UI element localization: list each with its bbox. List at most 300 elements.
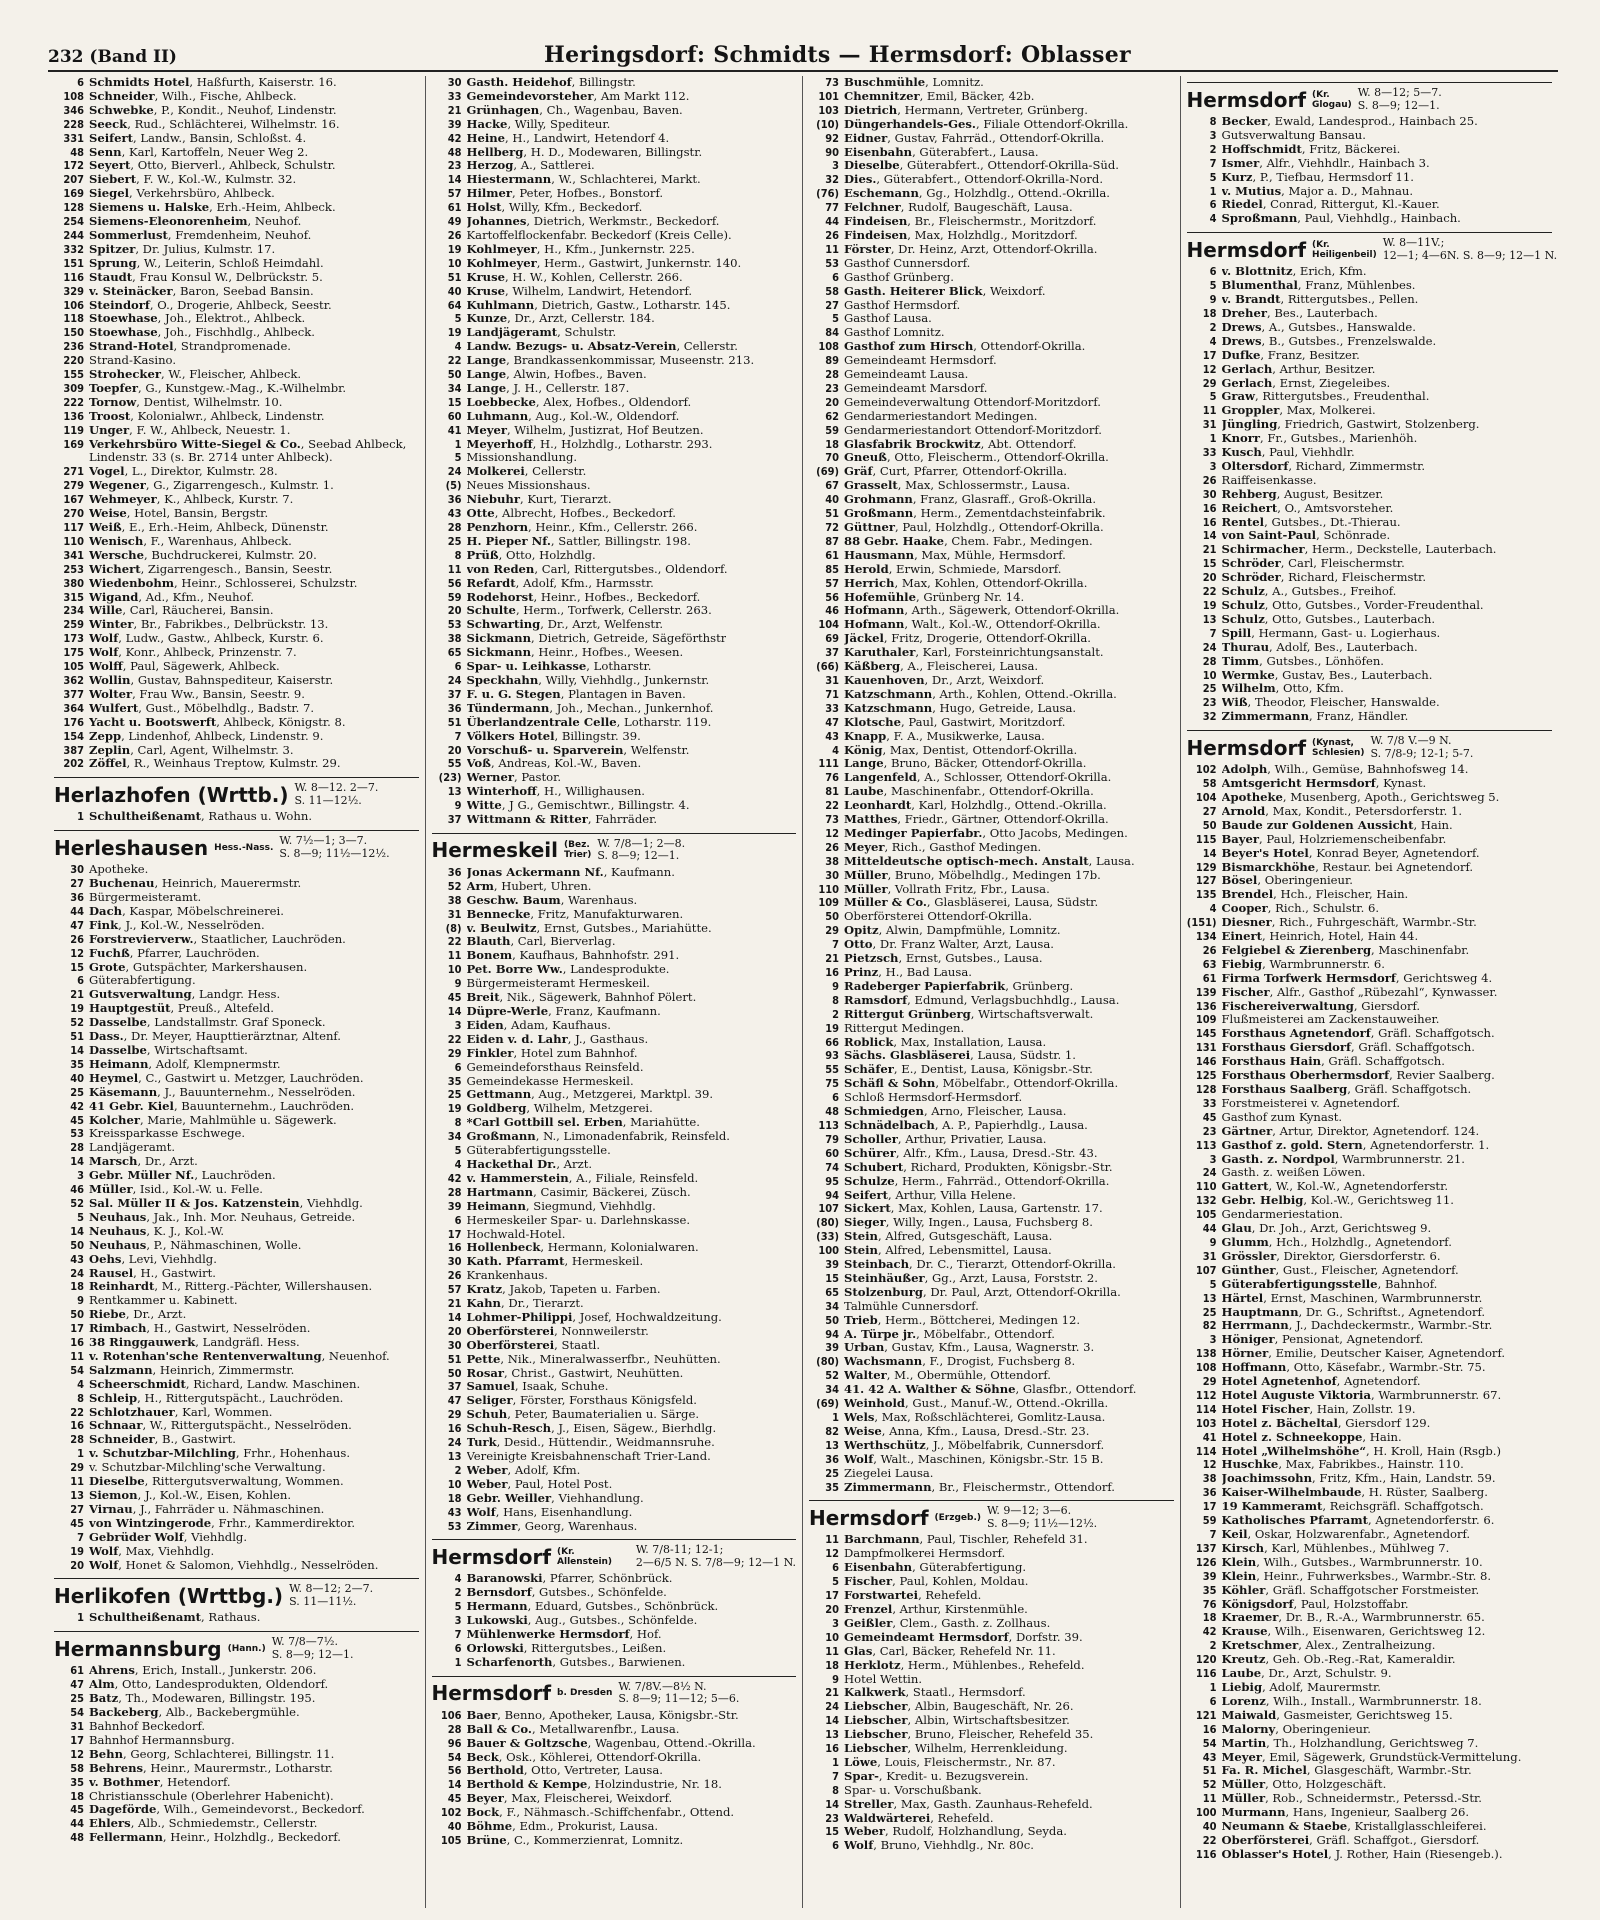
directory-entry <box>54 1239 419 1253</box>
phone-number: 15 <box>70 960 84 974</box>
directory-entry <box>809 1077 1174 1091</box>
phone-number: 21 <box>1202 543 1217 557</box>
subscriber-text: Buchenau, Heinrich, Mauerermstr. <box>89 877 302 891</box>
subscriber-text: Wolf, Max, Viehhdlg. <box>89 1544 215 1558</box>
directory-entry <box>432 908 797 922</box>
subscriber-text: Lange, Brandkassenkommissar, Museenstr. 213. <box>466 354 755 368</box>
subscriber-text: Herrmann, J., Dachdeckermstr., Warmbr.-Str. <box>1221 1319 1493 1333</box>
directory-entry <box>432 591 797 605</box>
directory-entry <box>54 299 419 313</box>
subscriber-text: Langenfeld, A., Schlosser, Ottendorf-Okrilla. <box>844 771 1112 785</box>
subscriber-text: Hauptmann, Dr. G., Schriftst., Agnetendorf. <box>1221 1305 1486 1319</box>
subscriber-text: Spitzer, Dr. Julius, Kulmstr. 17. <box>89 242 276 256</box>
subscriber-text: Kalkwerk, Staatl., Hermsdorf. <box>844 1686 1026 1700</box>
directory-entry <box>809 1105 1174 1119</box>
phone-number: 150 <box>63 326 84 340</box>
subscriber-text: Hoffmann, Otto, Käsefabr., Warmbr.-Str. 75. <box>1221 1361 1486 1375</box>
phone-number: 53 <box>447 618 462 632</box>
subscriber-text: Müller, Rob., Schneidermstr., Peterssd.-Str. <box>1221 1792 1482 1806</box>
subscriber-text: Köhler, Gräfl. Schaffgotscher Forstmeister. <box>1221 1583 1480 1597</box>
directory-entry <box>54 1127 419 1141</box>
directory-entry <box>54 382 419 396</box>
subscriber-text: Dieselbe, Rittergutsverwaltung, Wommen. <box>89 1475 344 1489</box>
directory-entry <box>54 891 419 905</box>
subscriber-text: Winter, Br., Fabrikbes., Delbrückstr. 13. <box>89 618 329 632</box>
directory-entry <box>54 1817 419 1831</box>
subscriber-text: Cooper, Rich., Schulstr. 6. <box>1221 902 1380 916</box>
section-heading <box>1187 82 1553 112</box>
subscriber-text: Thurau, Adolf, Bes., Lauterbach. <box>1221 640 1418 654</box>
subscriber-text: Herzog, A., Sattlerei. <box>466 159 595 173</box>
subscriber-text: Felchner, Rudolf, Baugeschäft, Lausa. <box>844 201 1073 215</box>
directory-entry <box>809 1714 1174 1728</box>
phone-number: 47 <box>70 918 84 932</box>
subscriber-text: Neuhaus, K. J., Kol.-W. <box>89 1224 225 1238</box>
phone-number: 151 <box>63 256 84 270</box>
section-heading <box>432 1539 797 1569</box>
directory-entry <box>432 549 797 563</box>
phone-number: 50 <box>825 910 839 924</box>
phone-number: 3 <box>1209 1152 1217 1166</box>
directory-entry <box>54 1776 419 1790</box>
directory-entry <box>432 1075 797 1089</box>
directory-entry <box>809 1189 1174 1203</box>
section-office-hours: W. 7/8-11; 12-1; 2—6/5 N. S. 7/8—9; 12—1 N. <box>635 1543 796 1569</box>
directory-entry <box>432 1820 797 1834</box>
phone-number: 30 <box>447 1338 462 1352</box>
subscriber-text: Huschke, Max, Fabrikbes., Hainstr. 110. <box>1221 1458 1464 1472</box>
phone-number: 118 <box>63 312 84 326</box>
directory-entry <box>54 271 419 285</box>
phone-number: 2 <box>1209 1639 1217 1653</box>
subscriber-text: Dampfmolkerei Hermsdorf. <box>844 1547 1006 1561</box>
directory-entry <box>432 1102 797 1116</box>
section-place-name: Hermsdorf <box>431 1544 552 1569</box>
section-heading <box>54 830 419 860</box>
directory-entry <box>432 1005 797 1019</box>
subscriber-text: Roblick, Max, Installation, Lausa. <box>844 1035 1047 1049</box>
directory-entry <box>54 877 419 891</box>
subscriber-text: Schubert, Richard, Produkten, Königsbr.-Str. <box>844 1160 1113 1174</box>
directory-entry <box>1187 198 1553 212</box>
subscriber-text: Katzschmann, Hugo, Getreide, Lausa. <box>844 701 1077 715</box>
phone-number: 3 <box>454 1614 462 1628</box>
phone-number: (69) <box>816 465 839 479</box>
subscriber-text: Bernsdorf, Gutsbes., Schönfelde. <box>466 1586 667 1600</box>
subscriber-text: Eisenbahn, Güterabfertigung. <box>844 1561 1027 1575</box>
subscriber-text: Batz, Th., Modewaren, Billingstr. 195. <box>89 1692 316 1706</box>
phone-number: 15 <box>1202 557 1217 571</box>
subscriber-text: Talmühle Cunnersdorf. <box>844 1299 979 1313</box>
phone-number: 54 <box>70 1706 84 1720</box>
directory-entry <box>54 229 419 243</box>
directory-entry <box>809 813 1174 827</box>
phone-number: 120 <box>1195 1653 1217 1667</box>
phone-number: 7 <box>77 1530 84 1544</box>
subscriber-text: Käßberg, A., Fleischerei, Lausa. <box>844 660 1039 674</box>
subscriber-text: von Saint-Paul, Schönrade. <box>1221 529 1391 543</box>
directory-entry <box>1187 1041 1553 1055</box>
directory-entry <box>1187 791 1553 805</box>
subscriber-text: Hauptgestüt, Preuß., Altefeld. <box>89 1002 274 1016</box>
phone-number: 105 <box>440 1833 462 1847</box>
subscriber-text: Hiestermann, W., Schlachterei, Markt. <box>466 173 701 187</box>
phone-number: 74 <box>825 1160 839 1174</box>
subscriber-text: Hochwald-Hotel. <box>466 1227 566 1241</box>
phone-number: 5 <box>454 312 462 326</box>
directory-entry <box>54 1678 419 1692</box>
subscriber-text: Behn, Georg, Schlachterei, Billingstr. 11. <box>89 1747 335 1761</box>
directory-entry <box>1187 432 1553 446</box>
subscriber-text: Bock, F., Nähmasch.-Schiffchenfabr., Ottend. <box>466 1806 735 1820</box>
running-title: Heringsdorf: Schmidts — Hermsdorf: Oblasser <box>544 42 1131 68</box>
subscriber-text: Oehs, Levi, Viehhdlg. <box>89 1252 217 1266</box>
phone-number: 12 <box>70 946 84 960</box>
phone-number: 92 <box>825 131 839 145</box>
phone-number: 11 <box>447 949 462 963</box>
directory-entry <box>809 285 1174 299</box>
phone-number: 110 <box>818 882 839 896</box>
phone-number: 38 <box>825 854 839 868</box>
phone-number: 48 <box>825 1105 839 1119</box>
directory-entry <box>809 132 1174 146</box>
phone-number: 173 <box>63 632 84 646</box>
directory-entry <box>809 883 1174 897</box>
directory-entry <box>1187 1000 1553 1014</box>
subscriber-text: Dageförde, Wilh., Gemeindevorst., Beckedorf. <box>89 1803 365 1817</box>
directory-entry <box>54 535 419 549</box>
section-place-name: Hermeskeil <box>431 838 559 863</box>
phone-number: 139 <box>1195 985 1217 999</box>
phone-number: 1 <box>832 1755 839 1769</box>
subscriber-text: Yacht u. Bootswerft, Ahlbeck, Königstr. 8. <box>89 715 346 729</box>
phone-number: 220 <box>63 354 84 368</box>
phone-number: 31 <box>1202 418 1217 432</box>
directory-entry <box>432 1792 797 1806</box>
phone-number: 71 <box>825 687 839 701</box>
directory-entry <box>432 1200 797 1214</box>
subscriber-text: Mühlenwerke Hermsdorf, Hof. <box>466 1628 662 1642</box>
phone-number: 109 <box>1195 1013 1217 1027</box>
directory-entry-continuation: Lindenstr. 33 (s. Br. 2714 unter Ahlbeck). <box>89 451 333 465</box>
directory-entry <box>432 521 797 535</box>
directory-entry <box>809 410 1174 424</box>
subscriber-text: Reinhardt, M., Ritterg.-Pächter, Willershausen. <box>89 1280 373 1294</box>
subscriber-text: Forsthaus Oberhermsdorf, Revier Saalberg. <box>1221 1069 1495 1083</box>
phone-number: 17 <box>825 1589 839 1603</box>
directory-entry <box>54 1364 419 1378</box>
subscriber-text: Müller, Bruno, Möbelhdlg., Medingen 17b. <box>844 868 1101 882</box>
phone-number: 377 <box>63 687 84 701</box>
subscriber-text: Karuthaler, Karl, Forsteinrichtungsanstalt. <box>844 646 1104 660</box>
phone-number: 13 <box>825 1728 839 1742</box>
section-office-hours: W. 7/8V.—8½ N. S. 8—9; 11—12; 5—6. <box>618 1679 740 1706</box>
phone-number: 175 <box>63 646 84 660</box>
subscriber-text: Gasthof Lausa. <box>844 312 932 326</box>
phone-number: 5 <box>832 1575 839 1589</box>
phone-number: 28 <box>1202 654 1217 668</box>
phone-number: 57 <box>447 187 462 201</box>
subscriber-text: Wersche, Buchdruckerei, Kulmstr. 20. <box>89 548 317 562</box>
subscriber-text: v. Schutzbar-Milchling'sche Verwaltung. <box>89 1461 326 1475</box>
subscriber-text: Gendarmeriestandort Medingen. <box>844 409 1038 423</box>
subscriber-text: Becker, Ewald, Landesprod., Hainbach 25. <box>1221 115 1478 128</box>
subscriber-text: Kruse, Wilhelm, Landwirt, Hetendorf. <box>466 284 693 298</box>
directory-entry <box>1187 1097 1553 1111</box>
directory-entry <box>54 1030 419 1044</box>
subscriber-text: Matthes, Friedr., Gärtner, Ottendorf-Okrilla. <box>844 813 1109 827</box>
directory-entry <box>432 674 797 688</box>
subscriber-text: Rausel, H., Gastwirt. <box>89 1266 216 1280</box>
directory-entry <box>432 1047 797 1061</box>
phone-number: (76) <box>816 187 839 201</box>
directory-entry <box>432 702 797 716</box>
phone-number: 50 <box>70 1238 84 1252</box>
subscriber-text: Prinz, H., Bad Lausa. <box>844 966 972 979</box>
subscriber-text: Vereinigte Kreisbahnenschaft Trier-Land. <box>466 1450 711 1463</box>
phone-number: 90 <box>825 145 839 159</box>
phone-number: 126 <box>1195 1555 1217 1569</box>
subscriber-text: Geschw. Baum, Warenhaus. <box>466 893 638 907</box>
subscriber-text: Schirmacher, Herm., Deckstelle, Lauterbach. <box>1221 543 1497 557</box>
directory-entry <box>54 1308 419 1322</box>
subscriber-text: Einert, Heinrich, Hotel, Hain 44. <box>1221 930 1419 944</box>
directory-entry <box>1187 1751 1553 1765</box>
subscriber-text: Bürgermeisteramt. <box>89 891 202 905</box>
directory-entry <box>432 1353 797 1367</box>
phone-number: 37 <box>447 813 462 827</box>
phone-number: 102 <box>440 1806 462 1820</box>
subscriber-text: Fink, J., Kol.-W., Nesselröden. <box>89 918 265 932</box>
phone-number: 12 <box>825 1547 839 1561</box>
section-office-hours: W. 8—12; 5—7. S. 8—9; 12—1. <box>1357 86 1442 112</box>
directory-entry <box>432 646 797 660</box>
subscriber-text: Jüngling, Friedrich, Gastwirt, Stolzenberg. <box>1221 418 1480 432</box>
subscriber-text: Hermann, Eduard, Gutsbes., Schönbrück. <box>466 1600 719 1614</box>
directory-entry <box>1187 874 1553 888</box>
section-qualifier: (Erzgeb.) <box>934 1512 981 1523</box>
subscriber-text: Trieb, Herm., Böttcherei, Medingen 12. <box>844 1313 1081 1327</box>
subscriber-text: Gendarmeriestandort Ottendorf-Moritzdorf. <box>844 423 1102 437</box>
phone-number: 11 <box>70 1349 84 1363</box>
phone-number: 26 <box>70 932 84 946</box>
subscriber-text: Apotheke, Musenberg, Apoth., Gerichtsweg 5. <box>1221 790 1500 804</box>
directory-entry <box>54 1692 419 1706</box>
phone-number: 64 <box>447 298 462 312</box>
phone-number: 6 <box>1209 1694 1217 1708</box>
subscriber-text: Ramsdorf, Edmund, Verlagsbuchhdlg., Lausa. <box>844 993 1120 1007</box>
phone-number: 57 <box>447 1283 462 1297</box>
directory-entry <box>432 1806 797 1820</box>
subscriber-text: Rentel, Gutsbes., Dt.-Thierau. <box>1221 515 1401 529</box>
subscriber-text: Schnädelbach, A. P., Papierhdlg., Lausa. <box>844 1118 1088 1132</box>
subscriber-text: Hoffschmidt, Fritz, Bäckerei. <box>1221 142 1401 156</box>
directory-entry <box>1187 571 1553 585</box>
directory-entry <box>432 632 797 646</box>
subscriber-text: v. Bothmer, Hetendorf. <box>89 1775 231 1789</box>
subscriber-text: F. u. G. Stegen, Plantagen in Baven. <box>466 687 686 701</box>
directory-entry <box>54 1392 419 1406</box>
subscriber-text: Schröder, Richard, Fleischermstr. <box>1221 571 1427 585</box>
directory-entry <box>432 785 797 799</box>
subscriber-text: Stein, Alfred, Lebensmittel, Lausa. <box>844 1244 1052 1258</box>
subscriber-text: Zimmer, Georg, Warenhaus. <box>466 1519 638 1533</box>
phone-number: (69) <box>816 1397 839 1411</box>
directory-entry <box>809 1286 1174 1300</box>
subscriber-text: Seifert, Landw., Bansin, Schloßst. 4. <box>89 131 307 145</box>
directory-entry <box>809 104 1174 118</box>
phone-number: 23 <box>1202 696 1217 710</box>
subscriber-text: Siemon, J., Kol.-W., Eisen, Kohlen. <box>89 1489 292 1502</box>
subscriber-text: Bauer & Goltzsche, Wagenbau, Ottend.-Okrilla. <box>466 1736 756 1750</box>
directory-entry <box>1187 696 1553 710</box>
subscriber-text: Siemens-Eleonorenheim, Neuhof. <box>89 215 302 229</box>
phone-number: 16 <box>447 1241 462 1255</box>
phone-number: 18 <box>825 1658 839 1672</box>
directory-entry <box>1187 1208 1553 1222</box>
phone-number: 14 <box>447 1005 462 1018</box>
subscriber-text: Arm, Hubert, Uhren. <box>466 879 592 893</box>
subscriber-text: Schuh, Peter, Baumaterialien u. Särge. <box>466 1408 700 1422</box>
directory-entry <box>809 910 1174 924</box>
phone-number: (10) <box>816 117 839 131</box>
subscriber-text: Weise, Anna, Kfm., Lausa, Dresd.-Str. 23. <box>844 1424 1090 1438</box>
directory-entry <box>809 1673 1174 1687</box>
subscriber-text: 41. 42 A. Walther & Söhne, Glasfbr., Ottendorf. <box>844 1383 1137 1397</box>
directory-entry <box>432 451 797 465</box>
phone-number: 23 <box>825 381 839 395</box>
subscriber-text: Beyer, Max, Fleischerei, Weixdorf. <box>466 1792 673 1806</box>
directory-entry <box>1187 488 1553 502</box>
phone-number: 207 <box>63 173 84 187</box>
phone-number: 29 <box>447 1408 462 1422</box>
subscriber-text: Klein, Wilh., Gutsbes., Warmbrunnerstr. 10. <box>1221 1555 1483 1569</box>
phone-number: 79 <box>825 1132 839 1146</box>
phone-number: 36 <box>447 701 462 715</box>
subscriber-text: Höniger, Pensionat, Agnetendorf. <box>1221 1333 1424 1347</box>
directory-entry <box>54 660 419 674</box>
phone-number: 364 <box>63 701 84 715</box>
directory-entry <box>1187 613 1553 627</box>
phone-number: 10 <box>1202 668 1217 682</box>
phone-number: 137 <box>1195 1541 1217 1555</box>
phone-number: 14 <box>70 1044 84 1057</box>
subscriber-text: v. Rotenhan'sche Rentenverwaltung, Neuenhof. <box>89 1349 390 1363</box>
phone-number: 47 <box>825 715 839 729</box>
directory-entry <box>432 1422 797 1436</box>
phone-number: 13 <box>1202 1291 1217 1305</box>
directory-entry <box>1187 1472 1553 1486</box>
directory-entry <box>809 1355 1174 1369</box>
directory-entry <box>54 1378 419 1392</box>
subscriber-text: Dach, Kaspar, Möbelschreinerei. <box>89 904 284 918</box>
phone-number: 18 <box>825 437 839 451</box>
phone-number: 1 <box>1209 1680 1217 1694</box>
section-place-name: Hermsdorf <box>809 1505 929 1530</box>
phone-number: 41 <box>1202 1430 1217 1444</box>
phone-number: 12 <box>70 1747 84 1761</box>
phone-number: (80) <box>816 1216 839 1230</box>
phone-number: 41 <box>447 423 462 437</box>
subscriber-text: Missionshandlung. <box>466 451 578 465</box>
directory-entry <box>809 215 1174 229</box>
subscriber-text: Fa. R. Michel, Glasgeschäft, Warmbr.-Str. <box>1221 1764 1472 1778</box>
phone-number: 132 <box>1195 1194 1217 1208</box>
phone-number: 22 <box>825 799 839 813</box>
subscriber-text: Hartmann, Casimir, Bäckerei, Züsch. <box>466 1185 691 1199</box>
directory-entry <box>809 1341 1174 1355</box>
phone-number: 33 <box>1202 446 1217 460</box>
subscriber-text: Hotel Fischer, Hain, Zollstr. 19. <box>1221 1402 1416 1416</box>
directory-entry <box>1187 1083 1553 1097</box>
directory-entry <box>54 438 419 452</box>
directory-entry <box>432 410 797 424</box>
directory-entry <box>1187 1542 1553 1556</box>
phone-number: 28 <box>447 521 462 534</box>
phone-number: 11 <box>1202 1792 1217 1806</box>
directory-entry <box>432 146 797 160</box>
directory-entry <box>809 438 1174 452</box>
directory-entry <box>809 1216 1174 1230</box>
phone-number: 2 <box>454 1463 462 1477</box>
subscriber-text: von Reden, Carl, Rittergutsbes., Oldendorf. <box>466 562 728 576</box>
subscriber-text: Tündermann, Joh., Mechan., Junkernhof. <box>466 701 714 715</box>
directory-entry <box>809 1825 1174 1839</box>
subscriber-text: Pietzsch, Ernst, Gutsbes., Lausa. <box>844 952 1043 966</box>
subscriber-text: Gemeindeamt Lausa. <box>844 368 969 382</box>
phone-number: 26 <box>825 840 839 854</box>
subscriber-text: Gebr. Helbig, Kol.-W., Gerichtsweg 11. <box>1221 1194 1454 1208</box>
phone-number: 116 <box>1195 1667 1217 1681</box>
directory-entry <box>809 785 1174 799</box>
phone-number: 58 <box>825 284 839 298</box>
directory-entry <box>1187 763 1553 777</box>
phone-number: 155 <box>63 368 84 382</box>
directory-entry <box>809 1645 1174 1659</box>
subscriber-text: Gerlach, Ernst, Ziegeleibes. <box>1221 376 1391 390</box>
directory-entry <box>809 577 1174 591</box>
section-place-name: Herlazhofen (Wrttb.) <box>54 782 289 807</box>
subscriber-text: Landjägeramt. <box>89 1141 176 1155</box>
subscriber-text: Güttner, Paul, Holzhdlg., Ottendorf-Okrilla. <box>844 521 1104 534</box>
subscriber-text: Baude zur Goldenen Aussicht, Hain. <box>1221 818 1453 832</box>
subscriber-text: Grössler, Direktor, Giersdorferstr. 6. <box>1221 1249 1441 1263</box>
directory-entry <box>809 382 1174 396</box>
phone-number: (66) <box>816 660 839 674</box>
phone-number: 26 <box>1202 943 1217 957</box>
subscriber-text: Gasthof Cunnersdorf. <box>844 256 971 270</box>
directory-entry <box>809 1798 1174 1812</box>
subscriber-text: Böhme, Edm., Prokurist, Lausa. <box>466 1820 659 1834</box>
directory-entry <box>54 1762 419 1776</box>
subscriber-text: Kreissparkasse Eschwege. <box>89 1127 246 1141</box>
subscriber-text: Großmann, N., Limonadenfabrik, Reinsfeld. <box>466 1130 730 1144</box>
subscriber-text: Scholler, Arthur, Privatier, Lausa. <box>844 1132 1047 1146</box>
directory-entry <box>1187 265 1553 279</box>
subscriber-text: Strand-Kasino. <box>89 354 177 368</box>
subscriber-text: Schnaar, W., Rittergutspächt., Nesselröden. <box>89 1419 352 1433</box>
subscriber-text: Unger, F. W., Ahlbeck, Neuestr. 1. <box>89 423 291 437</box>
directory-entry <box>54 326 419 340</box>
subscriber-text: Chemnitzer, Emil, Bäcker, 42b. <box>844 89 1035 103</box>
directory-entry <box>809 1603 1174 1617</box>
phone-number: 46 <box>825 604 839 618</box>
phone-number: 22 <box>447 935 462 949</box>
directory-entry <box>54 493 419 507</box>
subscriber-text: Christiansschule (Oberlehrer Habenicht). <box>89 1789 334 1803</box>
phone-number: 21 <box>825 1686 839 1700</box>
directory-entry <box>1187 1709 1553 1723</box>
